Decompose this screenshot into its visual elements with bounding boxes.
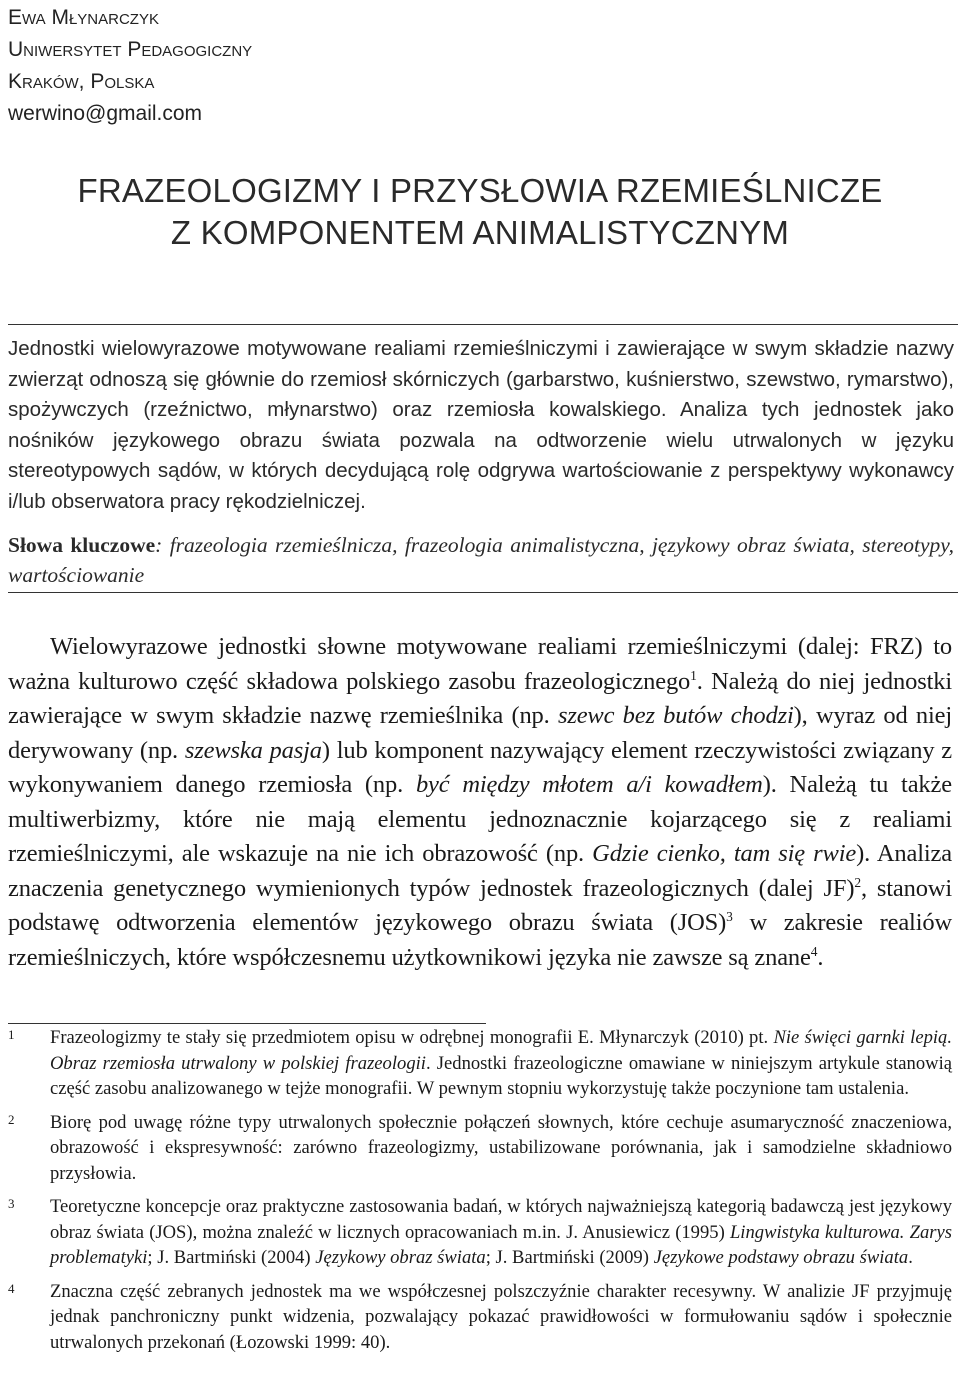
body-text: ) lub komponent nazywający element rzeczywistości związany z wykonywaniem danego rzemiosła (np. [8,736,953,798]
author-affiliation: Uniwersytet Pedagogiczny [8,38,253,61]
footnote-3 [8,1194,952,1271]
body-text: ), wyraz od niej derywowany (np. [8,702,952,764]
footnote-text: . Jednostki frazeologiczne omawiane w niniejszym artykule stanowią część zasobu analizowanego w tejże monografii. W pewnym stopniu wykorzystuję także poczynione tam ustalenia. [50,1052,952,1099]
footnote-text: Biorę pod uwagę różne typy utrwalonych społecznie połączeń słownych, które cechuje asumaryczność znaczeniowa, obrazowość i ekspresywność: zarówno frazeologizmy, ustabilizowane porównania, jak i samodzielne składniowo przysłowia. [50,1111,952,1184]
keywords-text: : frazeologia rzemieślnicza, frazeologia animalistyczna, językowy obraz świata, stereotypy, wartościowanie [8,533,955,587]
footnote-title: Lingwistyka kulturowa. Zarys problematyki [50,1221,952,1268]
footnote-text: ; J. Bartmiński (2004) [147,1247,316,1268]
body-text: . [817,943,824,971]
article-title [0,170,960,254]
footnote-text: ; J. Bartmiński (2009) [485,1247,654,1268]
footnote-number: 3 [8,1196,15,1211]
footnote-ref-2: 2 [854,874,861,890]
footnote-1 [8,1025,952,1102]
body-text: ). Należą tu także multiwerbizmy, które nie mają elementu jednoznacznie kojarzącego się z realiami rzemieślniczymi, ale wskazuje na nie ich obrazowość (np. [8,771,952,867]
footnote-number: 4 [8,1280,15,1296]
footnote-2 [8,1110,952,1187]
body-text: Wielowyrazowe jednostki słowne motywowane realiami rzemieślniczymi (dalej: FRZ) to ważna kulturowo część składowa polskiego zasobu frazeologicznego [8,633,952,695]
author-email: werwino@gmail.com [8,102,203,125]
example-phrase: Gdzie cienko, tam się rwie [592,840,857,867]
keywords [8,530,954,590]
body-text: ). Analiza znaczenia genetycznego wymienionych typów jednostek frazeologicznych (dalej JF) [8,840,952,902]
example-phrase: szewska pasja [184,736,322,764]
keywords-label: Słowa kluczowe [8,533,156,557]
body-text: , stanowi podstawę odtworzenia elementów językowego obrazu świata (JOS) [8,874,952,936]
footnote-ref-4: 4 [810,943,818,959]
footnote-ref-3: 3 [726,908,733,924]
author-location: Kraków, Polska [8,70,155,93]
footnote-number: 1 [8,1027,15,1042]
abstract-bottom-rule [8,592,958,593]
footnote-text: Frazeologizmy te stały się przedmiotem opisu w odrębnej monografii E. Młynarczyk (2010) pt. [50,1027,774,1048]
abstract-top-rule [8,324,958,325]
footnote-title: Językowy obraz świata [315,1247,486,1268]
author-block [8,2,252,130]
example-phrase: szewc bez butów chodzi [557,702,794,729]
footnote-separator [8,1023,486,1024]
body-paragraph [8,630,952,975]
body-text: . Należą do niej jednostki zawierające w swym składzie nazwę rzemieślnika (np. [8,667,952,729]
footnote-text: . [908,1247,913,1268]
author-name: Ewa Młynarczyk [8,6,159,29]
body-text: w zakresie realiów rzemieślniczych, które współczesnemu użytkownikowi języka nie zawsze są znane [8,909,953,971]
title-line-1: FRAZEOLOGIZMY I PRZYSŁOWIA RZEMIEŚLNICZE [77,172,883,209]
footnote-title: Nie święci garnki lepią. Obraz rzemiosła utrwalony w polskiej frazeologii [50,1027,952,1074]
footnotes [8,1025,952,1355]
footnote-text: Znaczna część zebranych jednostek ma we współczesnej polszczyźnie charakter recesywny. W analizie JF przyjmuję jednak panchroniczny punkt widzenia, pozwalający pokazać prawidłowości w formułowaniu sądów i społecznie utrwalonych przekonań (Łozowski 1999: 40). [50,1280,952,1353]
footnote-4 [8,1279,952,1356]
title-line-2: Z KOMPONENTEM ANIMALISTYCZNYM [170,214,790,251]
footnote-number: 2 [8,1111,15,1127]
example-phrase: być między młotem a/i kowadłem [415,771,763,798]
footnote-ref-1: 1 [690,667,697,683]
abstract: Jednostki wielowyrazowe motywowane realiami rzemieślniczymi i zawierające w swym składzie nazwy zwierząt odnoszą się głównie do rzemiosł skórniczych (garbarstwo, kuśnierstwo, szewstwo, rymarstwo), spożywczych (rzeźnictwo, młynarstwo) oraz rzemiosła kowalskiego. Analiza tych jednostek jako nośników językowego obrazu świata pozwala na odtworzenie wielu utrwalonych w języku stereotypowych sądów, w których decydującą rolę odgrywa wartościowanie z perspektywy wykonawcy i/lub obserwatora pracy rękodzielniczej. [8,337,954,513]
footnote-title: Językowe podstawy obrazu świata [653,1247,909,1268]
footnote-text: Teoretyczne koncepcje oraz praktyczne zastosowania badań, w których najważniejszą kategorią badawczą jest językowy obraz świata (JOS), można znaleźć w licznych opracowaniach m.in. J. Anusiewicz (1995) [50,1196,952,1243]
